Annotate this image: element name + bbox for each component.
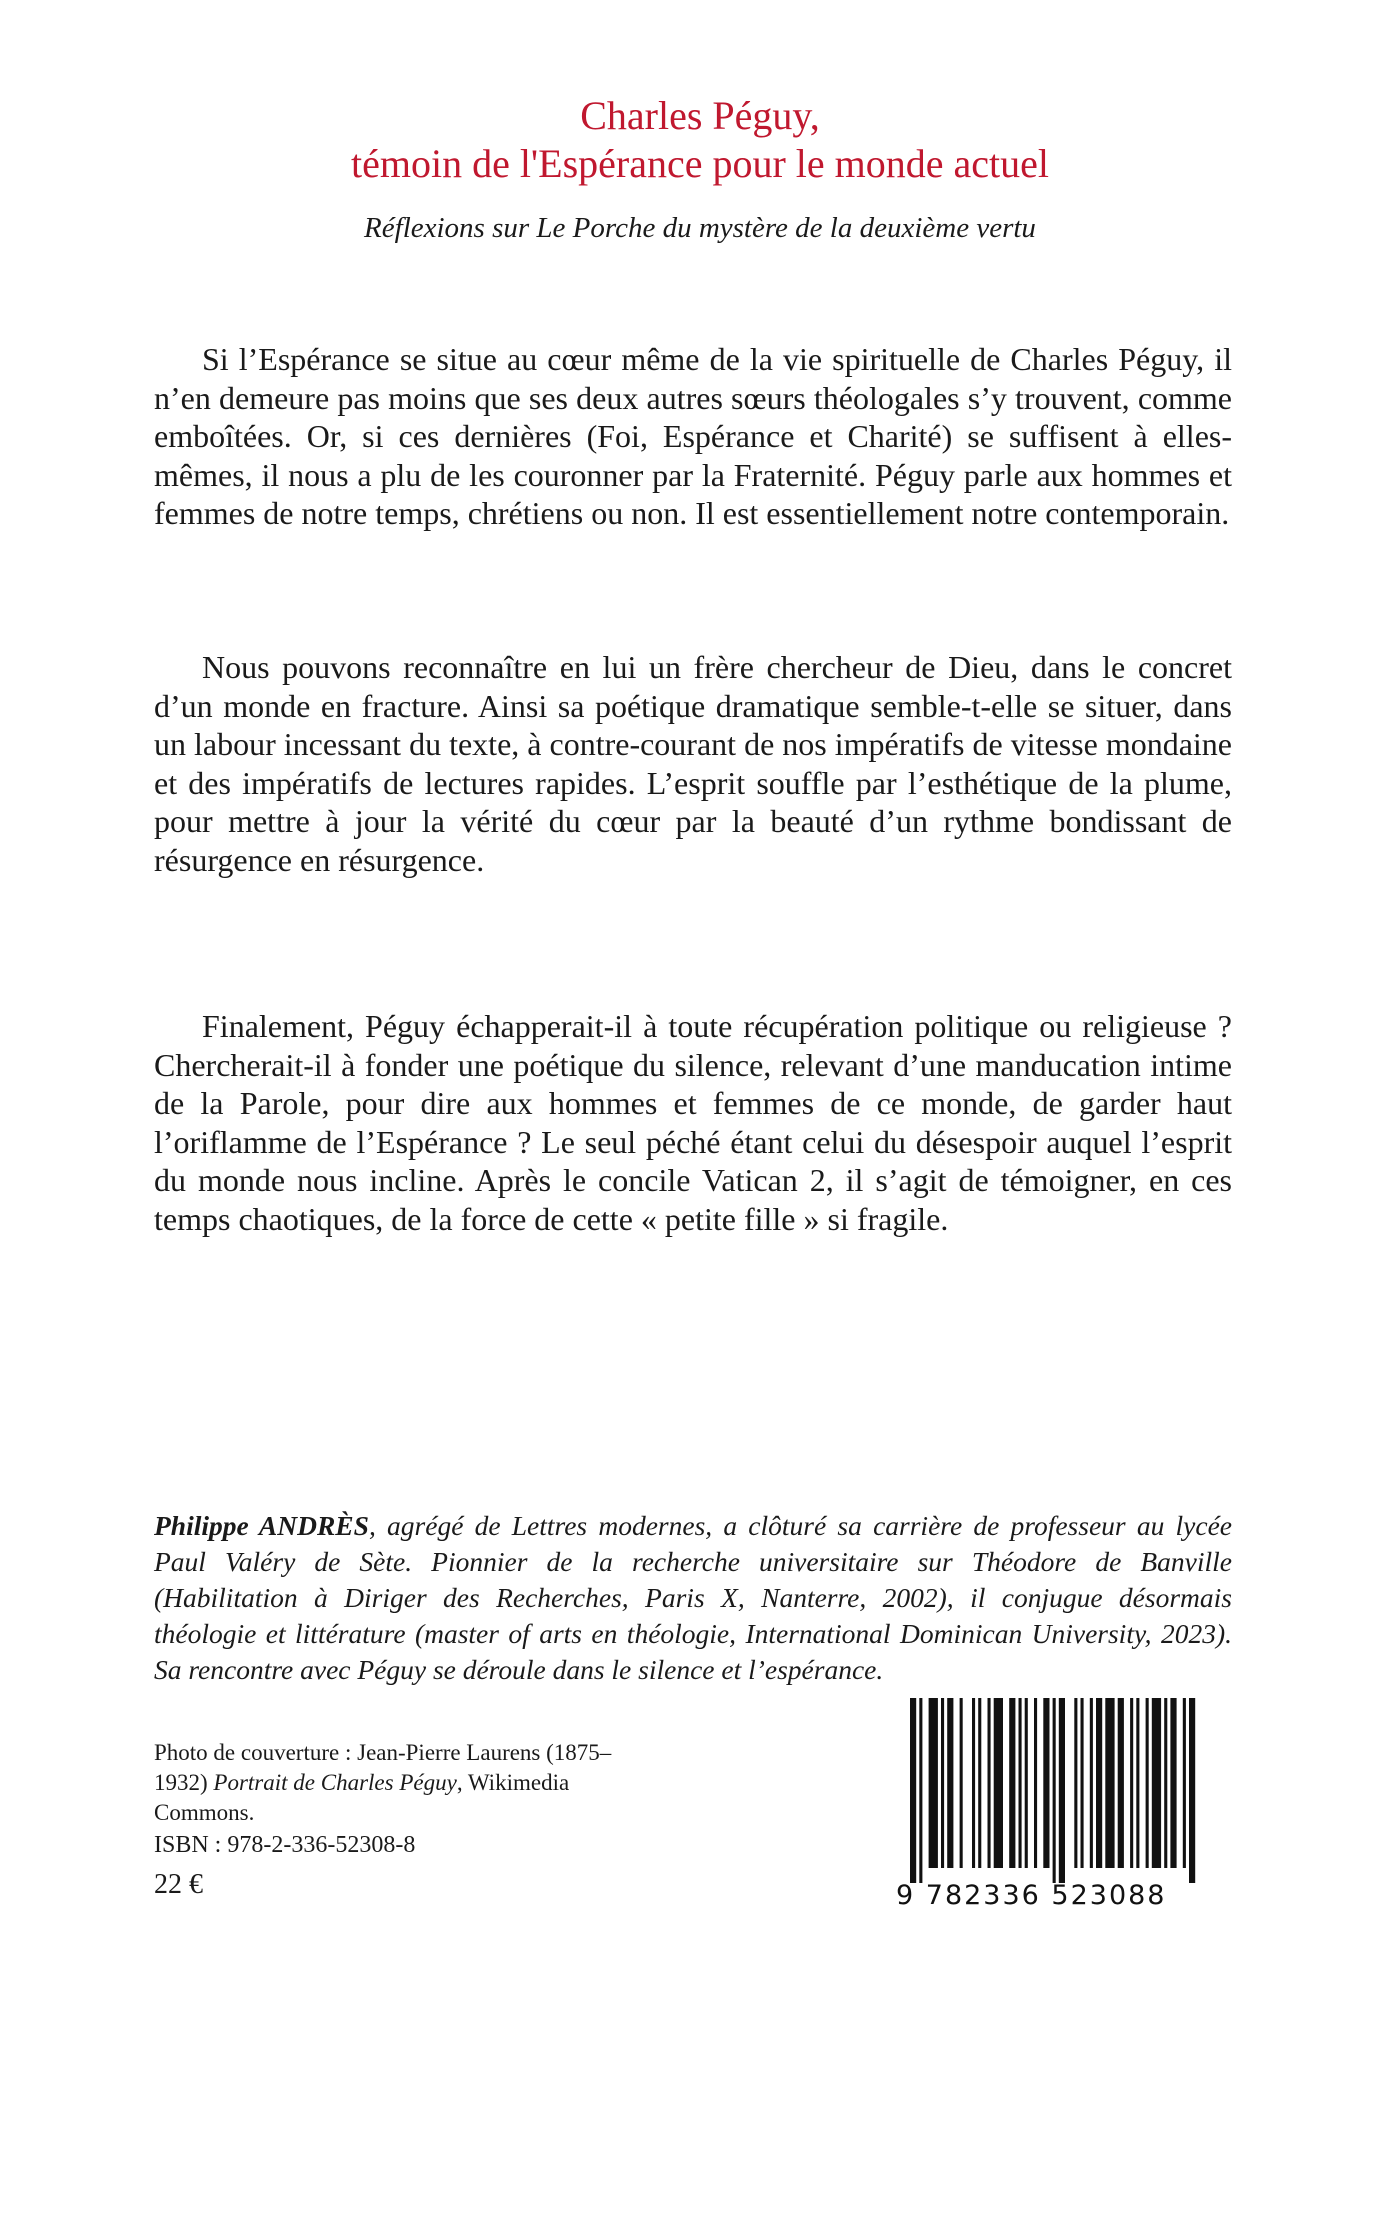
paragraph-text: Nous pouvons reconnaître en lui un frère chercheur de Dieu, dans le concret d’un monde en fracture. Ainsi sa poétique dramatique semble-t-elle se situer, dans un labour incessant du texte, à contre-courant de nos impératifs de vitesse mondaine et des impératifs de lectures rapides. L’esprit souffle par l’esthétique de la plume, pour mettre à jour la vérité du cœur par la beauté d’un rythme bondissant de résurgence en résurgence. [154,649,1232,878]
barcode-bar [1189,1698,1195,1883]
barcode-bar [1105,1698,1114,1868]
barcode-bar [919,1698,922,1883]
blurb-paragraph-3 [154,1007,1232,1239]
barcode-bar [972,1698,975,1868]
book-subtitle: Réflexions sur Le Porche du mystère de la deuxième vertu [364,212,1036,244]
barcode-bar [1019,1698,1022,1868]
barcode-bar [1136,1698,1139,1868]
barcode [896,1698,1232,1908]
barcode-bar [978,1698,981,1868]
barcode-bar [910,1698,916,1883]
photo-credit [154,1738,614,1828]
barcode-bar [929,1698,938,1868]
barcode-bar [1152,1698,1161,1868]
barcode-digits: 9 782336 523088 [896,1880,1167,1911]
barcode-bar [1118,1698,1124,1868]
barcode-bar [1081,1698,1084,1868]
author-name: Philippe ANDRÈS [154,1510,369,1541]
barcode-bar [1183,1698,1186,1868]
paragraph-text: Finalement, Péguy échapperait-il à toute récupération politique ou religieuse ? Chercherait-il à fonder une poétique du silence, relevant d’une manducation intime de la Parole, pour dire aux hommes et femmes de ce monde, de garder haut l’oriflamme de l’Espérance ? Le seul péché étant celui du désespoir auquel l’esprit du monde nous incline. Après le concile Vatican 2, il s’agit de témoigner, en ces temps chaotiques, de la force de cette « petite fille » si fragile. [154,1008,1232,1237]
barcode-bar [1053,1698,1056,1883]
price: 22 € [154,1869,203,1900]
barcode-bar [1074,1698,1077,1868]
barcode-bar [1090,1698,1093,1868]
book-title-line-2: témoin de l'Espérance pour le monde actuel [350,141,1050,186]
barcode-bar [960,1698,963,1868]
credit-prefix: Photo de couverture : Jean-Pierre Laurens (1875–1932) [154,1740,612,1795]
blurb-paragraph-2 [154,648,1232,880]
barcode-bar [947,1698,953,1868]
barcode-bar [1043,1698,1049,1868]
book-title-line-1: Charles Péguy, [580,93,820,138]
barcode-bar [988,1698,991,1868]
blurb-paragraph-1 [154,340,1232,533]
barcode-bar [1025,1698,1028,1868]
credit-work-title: Portrait de Charles Péguy [213,1770,457,1795]
barcode-bar [1009,1698,1015,1868]
barcode-bar [994,1698,1003,1868]
author-bio-text: , agrégé de Lettres modernes, a clôturé sa carrière de professeur au lycée Paul Valéry de Sète. Pionnier de la recherche universitaire sur Théodore de Banville (Habilitation à Diriger des Recherches, Paris X, Nanterre, 2002), il conjugue désormais théologie et littérature (master of arts en théologie, International Dominican University, 2023). Sa rencontre avec Péguy se déroule dans le silence et l’espérance. [154,1510,1232,1685]
credit-suffix: , Wikimedia Commons. [154,1770,570,1825]
barcode-bar [1146,1698,1149,1868]
isbn: ISBN : 978-2-336-52308-8 [154,1832,416,1858]
barcode-bar [1096,1698,1102,1868]
barcode-bars [896,1698,1232,1908]
barcode-bar [1164,1698,1167,1868]
barcode-bar [1170,1698,1176,1868]
barcode-bar [1059,1698,1065,1883]
barcode-bar [1034,1698,1037,1868]
barcode-bar [941,1698,944,1868]
paragraph-text: Si l’Espérance se situe au cœur même de la vie spirituelle de Charles Péguy, il n’en demeure pas moins que ses deux autres sœurs théologales s’y trouvent, comme emboîtées. Or, si ces dernières (Foi, Espérance et Charité) se suffisent à elles-mêmes, il nous a plu de les couronner par la Fraternité. Péguy parle aux hommes et femmes de notre temps, chrétiens ou non. Il est essentiellement notre contemporain. [154,341,1232,532]
author-bio [154,1508,1232,1688]
barcode-bar [1130,1698,1133,1868]
